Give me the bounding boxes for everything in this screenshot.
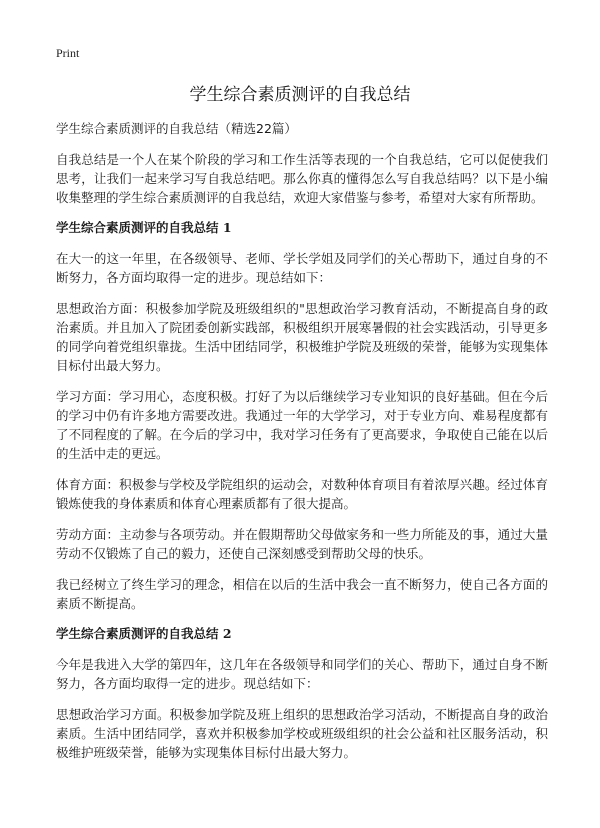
section-paragraph: 学习方面：学习用心，态度积极。打好了为以后继续学习专业知识的良好基础。但在今后的学习中仍有许多地方需要改进。我通过一年的大学学习，对于专业方向、难易程度都有了不同程度的了解。在今后的学习中，我对学习任务有了更高要求，争取使自己能在以后的生活中走的更远。	[56, 389, 548, 461]
section-paragraph: 思想政治方面：积极参加学院及班级组织的"思想政治学习教育活动，不断提高自身的政治素质。并且加入了院团委创新实践部，积极组织开展寒暑假的社会实践活动，引导更多的同学向着党组织靠拢。生活中团结同学，积极维护学院及班级的荣誉，能够为实现集体目标付出最大努力。	[56, 301, 548, 373]
section-heading: 学生综合素质测评的自我总结 2	[56, 626, 232, 641]
section-2	[56, 625, 548, 762]
print-label: Print	[56, 46, 80, 60]
section-paragraph: 在大一的这一年里，在各级领导、老师、学长学姐及同学们的关心帮助下，通过自身的不断努力，各方面均取得一定的进步。现总结如下：	[56, 251, 548, 285]
section-paragraph: 我已经树立了终生学习的理念，相信在以后的生活中我会一直不断努力，使自己各方面的素质不断提高。	[56, 577, 548, 611]
section-paragraph: 劳动方面：主动参与各项劳动。并在假期帮助父母做家务和一些力所能及的事，通过大量劳动不仅锻炼了自己的毅力，还使自己深刻感受到帮助父母的快乐。	[56, 527, 548, 561]
intro-paragraph: 自我总结是一个人在某个阶段的学习和工作生活等表现的一个自我总结，它可以促使我们思考，让我们一起来学习写自我总结吧。那么你真的懂得怎么写自我总结吗？以下是小编收集整理的学生综合素质测评的自我总结，欢迎大家借鉴与参考，希望对大家有所帮助。	[56, 152, 548, 205]
document-body	[56, 120, 548, 774]
section-heading: 学生综合素质测评的自我总结 1	[56, 220, 232, 235]
document-title: 学生综合素质测评的自我总结	[189, 85, 411, 105]
section-paragraph: 思想政治学习方面。积极参加学院及班上组织的思想政治学习活动，不断提高自身的政治素质。生活中团结同学，喜欢并积极参加学校或班级组织的社会公益和社区服务活动，积极维护班级荣誉，能够为实现集体目标付出最大努力。	[56, 707, 548, 760]
section-1	[56, 219, 548, 613]
document-subtitle: 学生综合素质测评的自我总结（精选22篇）	[56, 121, 297, 136]
section-paragraph: 体育方面：积极参与学校及学院组织的运动会，对数种体育项目有着浓厚兴趣。经过体育锻炼使我的身体素质和体育心理素质都有了很大提高。	[56, 477, 548, 511]
section-paragraph: 今年是我进入大学的第四年，这几年在各级领导和同学们的关心、帮助下，通过自身不断努力，各方面均取得一定的进步。现总结如下：	[56, 657, 548, 691]
